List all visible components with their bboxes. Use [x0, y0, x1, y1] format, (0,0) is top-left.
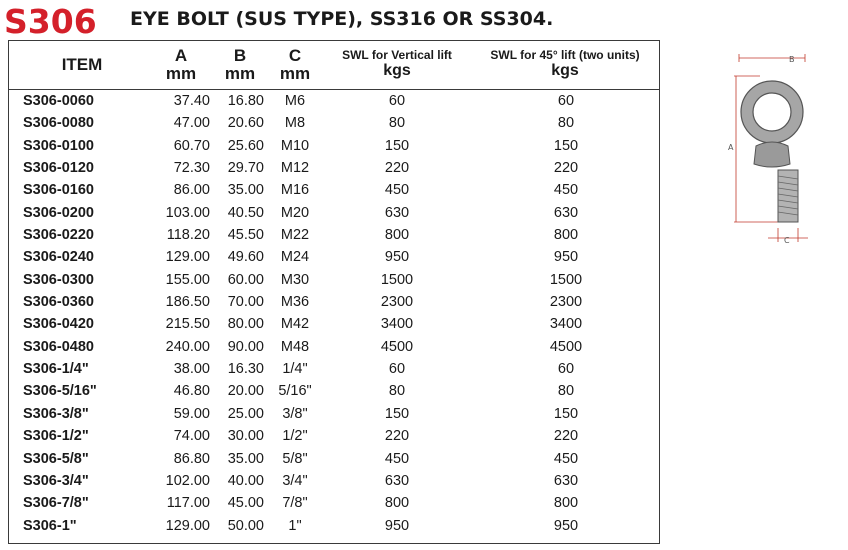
header-a-label: A — [174, 46, 188, 65]
cell-b: 35.00 — [227, 182, 264, 199]
cell-swl-vertical: 950 — [384, 249, 410, 266]
table-row — [9, 495, 659, 517]
header-swl-vertical-unit: kgs — [383, 62, 411, 79]
cell-a: 155.00 — [165, 271, 210, 288]
cell-a: 59.00 — [173, 405, 210, 422]
table-row — [9, 294, 659, 316]
dim-b-label: B — [789, 55, 795, 64]
cell-item: S306-0060 — [23, 93, 94, 109]
cell-a: 129.00 — [165, 517, 210, 534]
cell-swl-45: 80 — [557, 115, 575, 132]
header-c-label: C — [288, 46, 302, 65]
cell-swl-45: 950 — [553, 517, 579, 534]
cell-swl-45: 80 — [557, 383, 575, 400]
table-row — [9, 339, 659, 361]
cell-swl-45: 220 — [553, 160, 579, 177]
cell-item: S306-5/16" — [23, 383, 97, 400]
cell-a: 186.50 — [165, 294, 210, 311]
cell-item: S306-0420 — [23, 316, 94, 333]
header-c — [270, 47, 320, 83]
cell-c: M36 — [280, 294, 310, 311]
cell-swl-45: 800 — [553, 227, 579, 244]
cell-b: 70.00 — [227, 294, 264, 311]
cell-c: M48 — [280, 338, 310, 355]
cell-swl-vertical: 60 — [388, 93, 406, 109]
cell-c: M8 — [284, 115, 306, 132]
cell-swl-45: 150 — [553, 137, 579, 154]
cell-a: 103.00 — [165, 204, 210, 221]
cell-swl-vertical: 4500 — [380, 338, 414, 355]
cell-a: 215.50 — [165, 316, 210, 333]
table-row — [9, 361, 659, 383]
table-row — [9, 406, 659, 428]
cell-c: 1" — [288, 517, 302, 534]
table-row — [9, 473, 659, 495]
table-row — [9, 205, 659, 227]
cell-swl-45: 150 — [553, 405, 579, 422]
cell-swl-45: 950 — [553, 249, 579, 266]
cell-swl-vertical: 3400 — [380, 316, 414, 333]
cell-swl-vertical: 450 — [384, 182, 410, 199]
cell-c: 5/8" — [282, 450, 308, 467]
cell-swl-vertical: 2300 — [380, 294, 414, 311]
cell-a: 118.20 — [166, 227, 210, 244]
cell-b: 29.70 — [227, 160, 264, 177]
table-row — [9, 249, 659, 271]
header-swl-vertical — [327, 48, 467, 80]
cell-c: M42 — [280, 316, 310, 333]
cell-b: 20.00 — [227, 383, 264, 400]
cell-a: 72.30 — [173, 160, 210, 177]
product-code: S306 — [4, 2, 97, 41]
cell-a: 37.40 — [173, 93, 210, 109]
cell-swl-vertical: 450 — [384, 450, 410, 467]
cell-swl-vertical: 220 — [384, 160, 410, 177]
cell-swl-vertical: 220 — [384, 428, 410, 445]
cell-item: S306-1" — [23, 517, 77, 534]
cell-swl-vertical: 60 — [388, 361, 406, 378]
cell-swl-45: 220 — [553, 428, 579, 445]
cell-b: 60.00 — [227, 271, 264, 288]
cell-swl-vertical: 150 — [384, 137, 410, 154]
header-a — [151, 47, 211, 83]
cell-c: M6 — [284, 93, 306, 109]
cell-b: 45.00 — [227, 495, 264, 512]
table-row — [9, 138, 659, 160]
cell-item: S306-1/2" — [23, 428, 89, 445]
cell-a: 240.00 — [165, 338, 210, 355]
cell-item: S306-0360 — [23, 294, 94, 311]
cell-swl-vertical: 950 — [384, 517, 410, 534]
header-swl-45 — [471, 48, 659, 80]
cell-swl-vertical: 150 — [384, 405, 410, 422]
table-row — [9, 451, 659, 473]
cell-item: S306-0300 — [23, 271, 94, 288]
cell-b: 16.30 — [227, 361, 264, 378]
cell-item: S306-5/8" — [23, 450, 89, 467]
cell-swl-vertical: 630 — [384, 204, 410, 221]
cell-item: S306-0100 — [23, 137, 94, 154]
cell-c: 1/4" — [282, 361, 308, 378]
table-row — [9, 115, 659, 137]
cell-item: S306-3/4" — [23, 472, 89, 489]
cell-swl-45: 4500 — [549, 338, 583, 355]
cell-b: 80.00 — [227, 316, 264, 333]
cell-c: M24 — [280, 249, 310, 266]
cell-b: 35.00 — [227, 450, 264, 467]
header-swl-vertical-label: SWL for Vertical lift — [342, 48, 452, 62]
cell-c: M20 — [280, 204, 310, 221]
cell-swl-vertical: 800 — [384, 227, 410, 244]
cell-item: S306-0160 — [23, 182, 94, 199]
cell-c: 3/4" — [282, 472, 308, 489]
cell-a: 86.80 — [173, 450, 210, 467]
table-row — [9, 227, 659, 249]
cell-b: 30.00 — [227, 428, 264, 445]
cell-item: S306-0220 — [23, 227, 94, 244]
cell-b: 49.60 — [227, 249, 264, 266]
eye-bolt-diagram — [718, 50, 826, 250]
table-row — [9, 160, 659, 182]
cell-b: 45.50 — [227, 227, 264, 244]
product-title: EYE BOLT (SUS TYPE), SS316 OR SS304. — [130, 8, 554, 30]
cell-c: 1/2" — [282, 428, 308, 445]
dim-a-label: A — [728, 143, 734, 152]
cell-c: 7/8" — [282, 495, 308, 512]
cell-a: 46.80 — [173, 383, 210, 400]
cell-swl-vertical: 630 — [384, 472, 410, 489]
cell-swl-45: 2300 — [549, 294, 583, 311]
cell-b: 40.50 — [227, 204, 264, 221]
cell-c: 3/8" — [282, 405, 308, 422]
cell-item: S306-3/8" — [23, 405, 89, 422]
spec-table — [8, 40, 660, 544]
header-item: ITEM — [61, 55, 103, 74]
cell-swl-45: 630 — [553, 204, 579, 221]
cell-c: M22 — [280, 227, 310, 244]
table-body — [9, 93, 659, 540]
cell-c: M10 — [280, 137, 310, 154]
cell-b: 90.00 — [227, 338, 264, 355]
cell-swl-vertical: 800 — [384, 495, 410, 512]
cell-a: 74.00 — [173, 428, 210, 445]
cell-a: 86.00 — [173, 182, 210, 199]
header-b-unit: mm — [224, 64, 256, 83]
cell-a: 117.00 — [166, 495, 210, 512]
cell-swl-vertical: 1500 — [380, 271, 414, 288]
cell-item: S306-7/8" — [23, 495, 89, 512]
table-row — [9, 182, 659, 204]
table-row — [9, 383, 659, 405]
cell-b: 25.60 — [227, 137, 264, 154]
cell-swl-vertical: 80 — [388, 115, 406, 132]
cell-b: 40.00 — [227, 472, 264, 489]
table-row — [9, 93, 659, 115]
cell-item: S306-0080 — [23, 115, 94, 132]
cell-item: S306-0120 — [23, 160, 94, 177]
dim-c-label: C — [784, 236, 790, 245]
header-b — [212, 47, 268, 83]
table-row — [9, 428, 659, 450]
cell-swl-45: 450 — [553, 182, 579, 199]
cell-item: S306-0240 — [23, 249, 94, 266]
table-row — [9, 518, 659, 540]
cell-c: 5/16" — [278, 383, 312, 400]
cell-swl-45: 60 — [557, 361, 575, 378]
cell-a: 47.00 — [173, 115, 210, 132]
header-swl-45-unit: kgs — [551, 62, 579, 79]
table-row — [9, 316, 659, 338]
cell-c: M30 — [280, 271, 310, 288]
cell-a: 60.70 — [173, 137, 210, 154]
cell-swl-45: 450 — [553, 450, 579, 467]
cell-swl-45: 3400 — [549, 316, 583, 333]
cell-swl-45: 1500 — [549, 271, 583, 288]
cell-b: 16.80 — [227, 93, 264, 109]
table-header — [9, 41, 659, 90]
cell-swl-45: 800 — [553, 495, 579, 512]
cell-b: 50.00 — [227, 517, 264, 534]
header-swl-45-label: SWL for 45° lift (two units) — [490, 48, 640, 62]
cell-item: S306-0480 — [23, 338, 94, 355]
cell-a: 38.00 — [173, 361, 210, 378]
cell-swl-vertical: 80 — [388, 383, 406, 400]
table-row — [9, 272, 659, 294]
header-c-unit: mm — [279, 64, 311, 83]
cell-swl-45: 60 — [557, 93, 575, 109]
header-a-unit: mm — [165, 64, 197, 83]
header-b-label: B — [233, 46, 247, 65]
cell-a: 102.00 — [165, 472, 210, 489]
cell-b: 25.00 — [227, 405, 264, 422]
cell-c: M12 — [280, 160, 310, 177]
cell-a: 129.00 — [165, 249, 210, 266]
cell-c: M16 — [280, 182, 310, 199]
cell-item: S306-0200 — [23, 204, 94, 221]
cell-b: 20.60 — [227, 115, 264, 132]
cell-item: S306-1/4" — [23, 361, 89, 378]
cell-swl-45: 630 — [553, 472, 579, 489]
